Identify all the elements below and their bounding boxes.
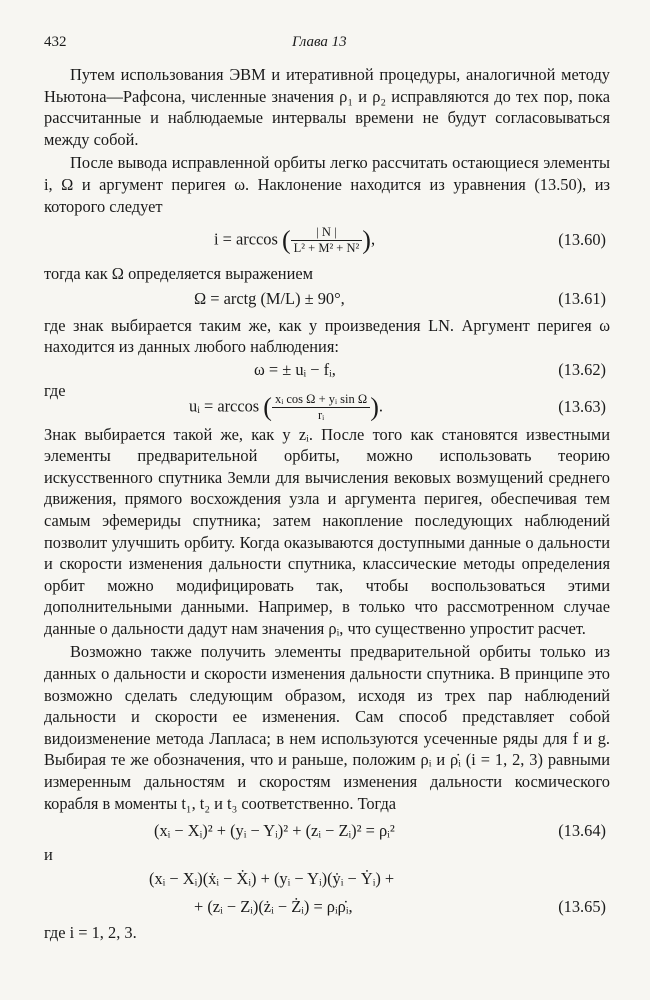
- equation-13-63: uᵢ = arccos ( $\frac{\text{xᵢ cos Ω + yᵢ sin Ω}}{\text{rᵢ}}$ ). (13.63): [189, 391, 606, 422]
- eq-label-13-62: (13.62): [558, 359, 606, 379]
- eq1-lhs: i = arccos: [214, 229, 278, 249]
- running-header: [44, 34, 610, 64]
- eq6-line-1: (xᵢ − Xᵢ)(ẋᵢ − Ẋᵢ) + (yᵢ − Yᵢ)(ẏᵢ − Ẏᵢ) +: [149, 868, 395, 888]
- eq3-expression: ω = ± uᵢ − fᵢ,: [254, 359, 336, 379]
- equation-13-61: [44, 285, 610, 315]
- paragraph-4: Знак выбирается такой же, как у zᵢ. После того как становятся известными элементы предварительной орбиты, можно использовать теорию искусственного спутника Земли для вычисления вековых возмущений среднего движения, прямого восхождения узла и аргумента перигея, обеспечивая тем самым эфемериды спутника; затем накопление последующих наблюдений позволит улучшить орбиту. Когда оказываются доступными данные о дальности и скорости изменения дальности спутника, классические методы определения орбит можно модифицировать так, чтобы воспользоваться этими дополнительными данными. Например, в только что рассмотренном случае данные о дальности дадут нам значения ρᵢ, что существенно упростит расчет.: [44, 424, 610, 638]
- paragraph-3: где знак выбирается таким же, как у произведения LN. Аргумент перигея ω находится из данных любого наблюдения:: [44, 315, 610, 357]
- eq-label-13-61: (13.61): [558, 288, 606, 308]
- equation-13-60: i = arccos ( $\frac{| N |}{\text{L² + M² + N²}}$ ), (13.60): [214, 225, 606, 256]
- eq-label-13-64: (13.64): [558, 821, 606, 841]
- eq-label-13-63: (13.63): [558, 396, 606, 416]
- page-number: 432: [44, 34, 67, 50]
- eq1-denominator: L² + M² + N²: [293, 241, 360, 256]
- eq-label-13-65: (13.65): [558, 896, 606, 916]
- equation-13-62: [44, 358, 610, 382]
- eq1-numerator: | N |: [291, 225, 363, 241]
- eq5-expression: (xᵢ − Xᵢ)² + (yᵢ − Yᵢ)² + (zᵢ − Zᵢ)² = ρᵢ²: [154, 821, 395, 841]
- eq4-lhs: uᵢ = arccos: [189, 395, 260, 415]
- eq4-denominator: rᵢ: [317, 407, 325, 422]
- equation-13-64: [44, 820, 610, 844]
- text-line-2: где: [44, 380, 66, 400]
- eq4-tail: .: [378, 395, 383, 415]
- text-line-4: где i = 1, 2, 3.: [44, 922, 137, 942]
- equation-13-65: [44, 866, 610, 922]
- eq6-line-2: + (zᵢ − Zᵢ)(żᵢ − Żᵢ) = ρᵢρ̇ᵢ,: [194, 896, 353, 916]
- eq-label-13-60: (13.60): [558, 230, 606, 250]
- eq2-expression: Ω = arctg (M/L) ± 90°,: [194, 288, 345, 308]
- eq4-numerator: xᵢ cos Ω + yᵢ sin Ω: [272, 392, 370, 408]
- eq1-tail: ,: [370, 229, 376, 249]
- paragraph-5: Возможно также получить элементы предварительной орбиты только из данных о дальности и скорости изменения дальности спутника. В принципе это возможно сделать следующим образом, исходя из трех пар наблюдений дальности и скорости ее изменения. Сам способ представляет собой видоизменение метода Лапласа; в нем используются усеченные ряды для f и g. Выбирая те же обозначения, что и раньше, положим ρᵢ и ρ̇ᵢ (i = 1, 2, 3) равными измеренным дальностям и скоростям изменения дальности космического корабля в моменты t₁, t₂ и t₃ соответственно. Тогда: [44, 642, 610, 813]
- text-line-3: и: [44, 845, 53, 865]
- text-line-1: тогда как Ω определяется выражением: [44, 264, 313, 284]
- paragraph-2: После вывода исправленной орбиты легко рассчитать остающиеся элементы i, Ω и аргумент перигея ω. Наклонение находится из уравнения (13.50), из которого следует: [44, 153, 610, 216]
- paragraph-1: Путем использования ЭВМ и итеративной процедуры, аналогичной методу Ньютона—Рафсона, численные значения ρ₁ и ρ₂ исправляются до тех пор, пока рассчитанные и наблюдаемые интервалы времени не будут согласовываться между собой.: [44, 65, 610, 149]
- chapter-title: Глава 13: [292, 34, 347, 50]
- page: [44, 34, 610, 943]
